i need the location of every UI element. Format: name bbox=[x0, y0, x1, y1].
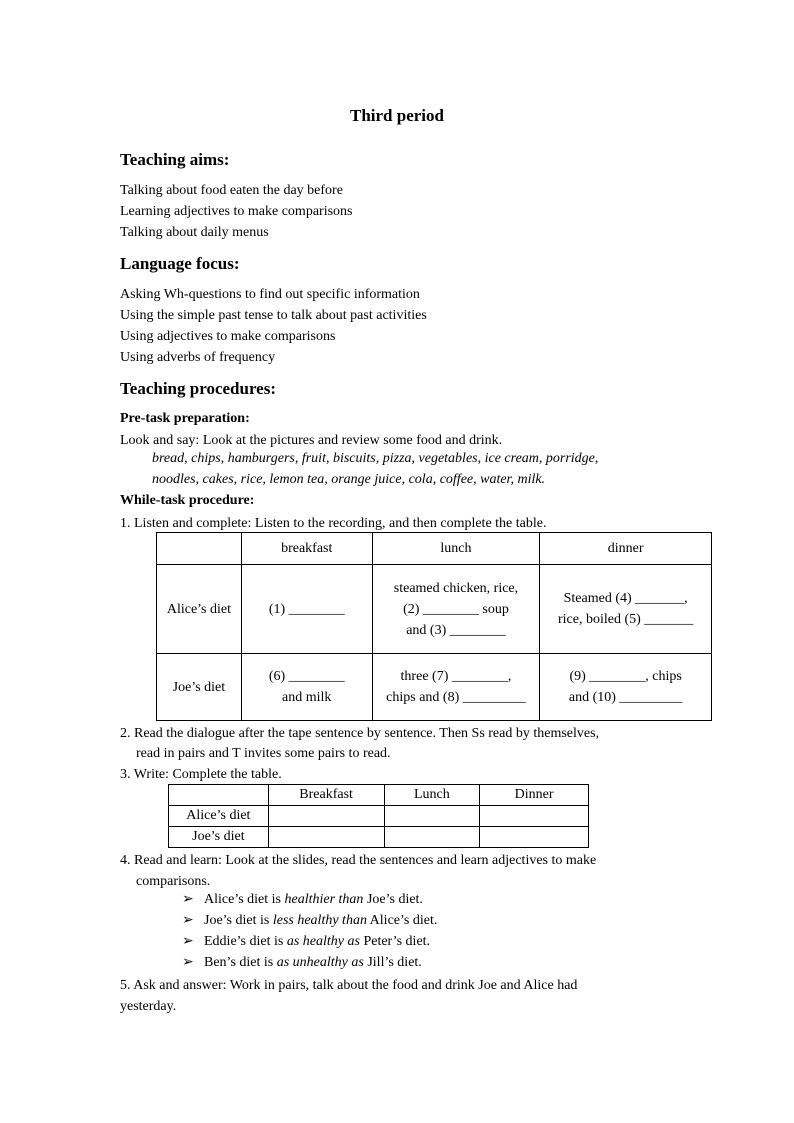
blank-cell[interactable] bbox=[268, 806, 384, 827]
arrow-bullet-icon: ➢ bbox=[182, 934, 194, 949]
aim-item: Talking about food eaten the day before bbox=[120, 183, 343, 198]
write-table bbox=[168, 784, 589, 848]
blank-cell[interactable] bbox=[480, 827, 589, 848]
cell-line: (2) ________ soup bbox=[403, 601, 509, 617]
bullet-text: Eddie’s diet is bbox=[204, 934, 287, 949]
row-label-alice: Alice’s diet bbox=[169, 806, 269, 827]
bullet-text: Joe’s diet. bbox=[363, 892, 423, 907]
bullet-text: Jill’s diet. bbox=[363, 955, 422, 970]
bullet-item bbox=[182, 912, 437, 929]
bullet-emphasis: less healthy than bbox=[272, 913, 367, 928]
cell-line: (6) ________ bbox=[268, 669, 345, 684]
table-header-cell bbox=[169, 785, 269, 806]
focus-item: Asking Wh-questions to find out specific information bbox=[120, 287, 420, 302]
step-2: 2. Read the dialogue after the tape sentence by sentence. Then Ss read by themselves, bbox=[120, 726, 600, 741]
focus-item: Using the simple past tense to talk about past activities bbox=[120, 308, 427, 323]
bullet-text: Ben’s diet is bbox=[204, 955, 277, 970]
table-header-cell: Breakfast bbox=[268, 785, 384, 806]
row-label-alice: Alice’s diet bbox=[157, 565, 242, 654]
food-list-line: noodles, cakes, rice, lemon tea, orange juice, cola, coffee, water, milk. bbox=[152, 472, 546, 487]
row-label-joe: Joe’s diet bbox=[157, 654, 242, 721]
table-header-cell: dinner bbox=[540, 533, 712, 565]
focus-item: Using adjectives to make comparisons bbox=[120, 329, 336, 344]
joe-breakfast-cell bbox=[241, 654, 372, 721]
bullet-emphasis: as unhealthy as bbox=[276, 955, 364, 970]
table-header-cell: Dinner bbox=[480, 785, 589, 806]
page-title: Third period bbox=[350, 106, 444, 125]
bullet-text: Alice’s diet is bbox=[204, 892, 285, 907]
while-task-heading: While-task procedure: bbox=[120, 493, 255, 508]
bullet-item bbox=[182, 933, 430, 950]
aim-item: Talking about daily menus bbox=[120, 225, 269, 240]
arrow-bullet-icon: ➢ bbox=[182, 955, 194, 970]
pre-task-heading: Pre-task preparation: bbox=[120, 411, 250, 426]
step-4: 4. Read and learn: Look at the slides, read the sentences and learn adjectives to make bbox=[120, 853, 597, 868]
cell-line: three (7) ________, bbox=[400, 669, 512, 684]
language-focus-heading: Language focus: bbox=[120, 254, 240, 273]
bullet-item bbox=[182, 891, 423, 908]
focus-item: Using adverbs of frequency bbox=[120, 350, 276, 365]
listening-table bbox=[156, 532, 712, 721]
alice-breakfast-cell: (1) ________ bbox=[241, 565, 372, 654]
teaching-procedures-heading: Teaching procedures: bbox=[120, 379, 277, 398]
step-3: 3. Write: Complete the table. bbox=[120, 767, 282, 782]
alice-lunch-cell bbox=[372, 565, 540, 654]
aim-item: Learning adjectives to make comparisons bbox=[120, 204, 353, 219]
bullet-text: Alice’s diet. bbox=[366, 913, 438, 928]
row-label-joe: Joe’s diet bbox=[169, 827, 269, 848]
cell-line: and milk bbox=[282, 690, 332, 705]
step-5-continued: yesterday. bbox=[120, 999, 177, 1014]
teaching-aims-heading: Teaching aims: bbox=[120, 150, 230, 169]
food-list-line: bread, chips, hamburgers, fruit, biscuits, pizza, vegetables, ice cream, porridge, bbox=[152, 451, 599, 466]
bullet-emphasis: healthier than bbox=[284, 892, 364, 907]
table-header-cell: breakfast bbox=[241, 533, 372, 565]
bullet-text: Peter’s diet. bbox=[359, 934, 431, 949]
bullet-text: Joe’s diet is bbox=[204, 913, 273, 928]
blank-cell[interactable] bbox=[384, 827, 480, 848]
bullet-item bbox=[182, 954, 422, 971]
cell-line: (9) ________, chips bbox=[569, 669, 682, 684]
cell-line: rice, boiled (5) _______ bbox=[558, 612, 694, 627]
joe-lunch-cell bbox=[372, 654, 540, 721]
step-2-continued: read in pairs and T invites some pairs to read. bbox=[136, 746, 391, 761]
cell-line: Steamed (4) _______, bbox=[563, 591, 688, 606]
cell-line: steamed chicken, rice, bbox=[393, 580, 519, 596]
step-1: 1. Listen and complete: Listen to the recording, and then complete the table. bbox=[120, 516, 547, 531]
table-header-cell: Lunch bbox=[384, 785, 480, 806]
table-header-cell bbox=[157, 533, 242, 565]
cell-line: and (3) ________ bbox=[406, 622, 506, 638]
arrow-bullet-icon: ➢ bbox=[182, 913, 194, 928]
cell-line: and (10) _________ bbox=[568, 690, 683, 705]
table-header-cell: lunch bbox=[372, 533, 540, 565]
step-4-continued: comparisons. bbox=[136, 874, 211, 889]
blank-cell[interactable] bbox=[384, 806, 480, 827]
bullet-emphasis: as healthy as bbox=[286, 934, 360, 949]
arrow-bullet-icon: ➢ bbox=[182, 892, 194, 907]
alice-dinner-cell bbox=[540, 565, 712, 654]
blank-cell[interactable] bbox=[480, 806, 589, 827]
pre-task-instruction: Look and say: Look at the pictures and review some food and drink. bbox=[120, 433, 503, 448]
blank-cell[interactable] bbox=[268, 827, 384, 848]
joe-dinner-cell bbox=[540, 654, 712, 721]
cell-line: chips and (8) _________ bbox=[386, 690, 526, 705]
step-5: 5. Ask and answer: Work in pairs, talk about the food and drink Joe and Alice had bbox=[120, 978, 578, 993]
